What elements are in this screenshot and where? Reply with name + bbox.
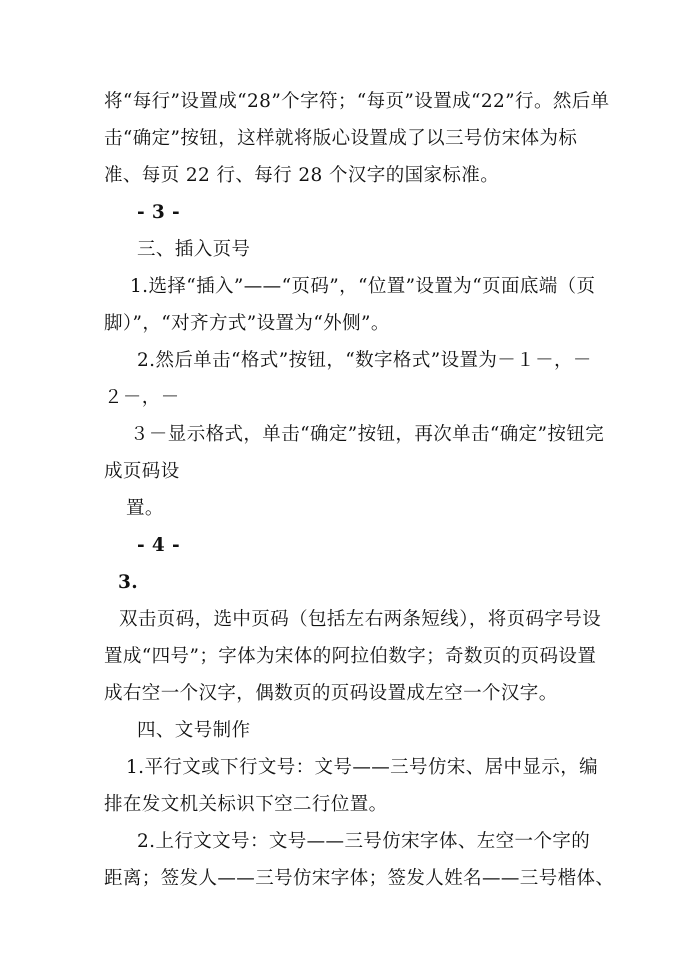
text-line: 击“确定”按钮，这样就将版心设置成了以三号仿宋体为标 bbox=[104, 128, 578, 149]
text-line: 将“每行”设置成“28”个字符；“每页”设置成“22”行。然后单 bbox=[104, 91, 610, 112]
text-line: 准、每页 22 行、每行 28 个汉字的国家标准。 bbox=[104, 165, 500, 186]
text-line: 置。 bbox=[126, 498, 164, 519]
text-line: ２－，－ bbox=[104, 387, 180, 408]
text-line: 双击页码，选中页码（包括左右两条短线），将页码字号设 bbox=[119, 609, 602, 630]
section-heading: 四、文号制作 bbox=[137, 720, 251, 741]
text-line: ３－显示格式，单击“确定”按钮，再次单击“确定”按钮完 bbox=[130, 424, 605, 445]
text-line: 排在发文机关标识下空二行位置。 bbox=[104, 794, 388, 815]
text-line: 3. bbox=[118, 572, 139, 593]
text-line: 1.平行文或下行文号：文号——三号仿宋、居中显示，编 bbox=[126, 757, 599, 778]
text-line: 2.上行文文号：文号——三号仿宋字体、左空一个字的 bbox=[137, 831, 591, 852]
text-line: 1.选择“插入”——“页码”，“位置”设置为“页面底端（页 bbox=[130, 276, 596, 297]
text-line: 置成“四号”；字体为宋体的阿拉伯数字；奇数页的页码设置 bbox=[104, 646, 597, 667]
text-line: 2.然后单击“格式”按钮，“数字格式”设置为－１－，－ bbox=[137, 350, 592, 371]
text-line: 脚）”，“对齐方式”设置为“外侧”。 bbox=[104, 313, 390, 334]
page-number-marker: - 4 - bbox=[137, 535, 181, 556]
section-heading: 三、插入页号 bbox=[137, 239, 251, 260]
page-number-marker: - 3 - bbox=[137, 202, 181, 223]
text-line: 成页码设 bbox=[104, 461, 180, 482]
text-line: 距离；签发人——三号仿宋字体；签发人姓名——三号楷体、 bbox=[104, 868, 615, 889]
text-line: 成右空一个汉字，偶数页的页码设置成左空一个汉字。 bbox=[104, 683, 558, 704]
